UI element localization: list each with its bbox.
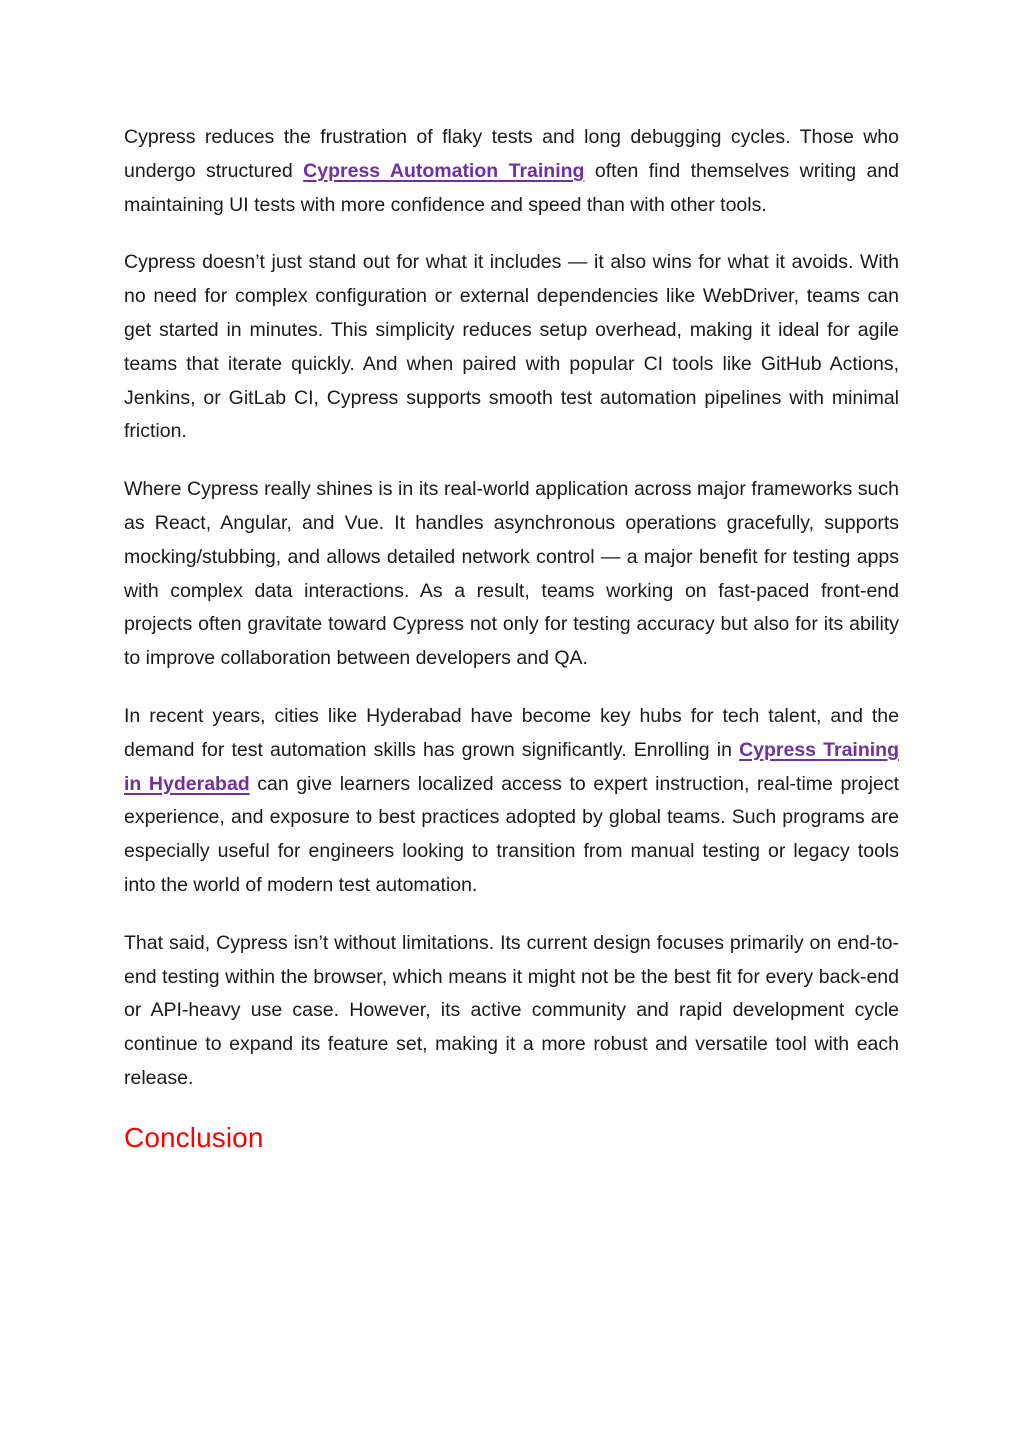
paragraph-text: can give learners localized access to expert instruction, real-time project experience, and exposure to best practices adopted by global teams. Such programs are especially useful for engineers looking to transition from manual testing or legacy tools into the world of modern test automation.	[124, 772, 899, 896]
paragraph-hyderabad	[124, 700, 899, 903]
cypress-automation-training-link[interactable]: Cypress Automation Training	[303, 159, 585, 182]
paragraph-text: Cypress reduces the frustration of flaky tests and long debugging cycles. Those who undergo structured	[124, 126, 899, 182]
paragraph-flaky-tests	[124, 121, 899, 222]
conclusion-heading: Conclusion	[124, 1121, 264, 1153]
document-page	[124, 121, 899, 1156]
paragraph-limitations: That said, Cypress isn’t without limitations. Its current design focuses primarily on end-to-end testing within the browser, which means it might not be the best fit for every back-end or API-heavy use case. However, its active community and rapid development cycle continue to expand its feature set, making it a more robust and versatile tool with each release.	[124, 931, 899, 1089]
paragraph-frameworks: Where Cypress really shines is in its real-world application across major frameworks such as React, Angular, and Vue. It handles asynchronous operations gracefully, supports mocking/stubbing, and allows detailed network control — a major benefit for testing apps with complex data interactions. As a result, teams working on fast-paced front-end projects often gravitate toward Cypress not only for testing accuracy but also for its ability to improve collaboration between developers and QA.	[124, 478, 899, 670]
paragraph-text: In recent years, cities like Hyderabad have become key hubs for tech talent, and the demand for test automation skills has grown significantly. Enrolling in	[124, 704, 899, 761]
paragraph-avoids: Cypress doesn’t just stand out for what it includes — it also wins for what it avoids. With no need for complex configuration or external dependencies like WebDriver, teams can get started in minutes. This simplicity reduces setup overhead, making it ideal for agile teams that iterate quickly. And when paired with popular CI tools like GitHub Actions, Jenkins, or GitLab CI, Cypress supports smooth test automation pipelines with minimal friction.	[124, 251, 899, 443]
paragraph-text: often find themselves writing and maintaining UI tests with more confidence and speed than with other tools.	[124, 159, 900, 216]
cypress-training-hyderabad-link[interactable]: Cypress Training in Hyderabad	[124, 738, 899, 795]
